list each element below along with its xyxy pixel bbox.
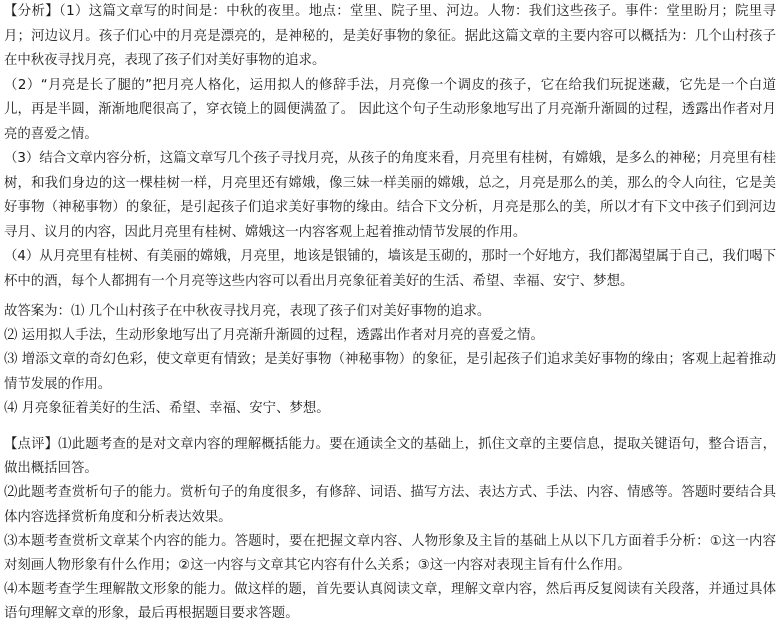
- answer-3: ⑶ 增添文章的奇幻色彩，使文章更有情致；是美好事物（神秘事物）的象征，是引起孩子们追求美好事物的缘由；客观上起着推动情节发展的作用。: [4, 352, 776, 392]
- analysis-section: [4, 0, 776, 294]
- answer-section: [4, 300, 776, 421]
- review-2: ⑵此题考查赏析句子的能力。赏析句子的角度很多，有修辞、词语、描写方法、表达方式、手法、内容、情感等。答题时要结合具体内容选择赏析角度和分析表达效果。: [4, 485, 776, 525]
- analysis-part-3: （3）结合文章内容分析，这篇文章写几个孩子寻找月亮，从孩子的角度来看，月亮里有桂树，有嫦娥，是多么的神秘；月亮里有桂树，和我们身边的这一棵桂树一样，月亮里还有嫦娥，像三妹一样美丽的嫦娥，总之，月亮是那么的美，那么的令人向往，它是美好事物（神秘事物）的象征，是引起孩子们追求美好事物的缘由。结合下文分析，月亮是那么的美，所以才有下文中孩子们到河边寻月、议月的内容，因此月亮里有桂树、嫦娥这一内容客观上起着推动情节发展的作用。: [4, 151, 776, 240]
- review-3: ⑶本题考查赏析文章某个内容的能力。答题时，要在把握文章内容、人物形象及主旨的基础上从以下几方面着手分析：①这一内容对刻画人物形象有什么作用；②这一内容与文章其它内容有什么关系；③这一内容对表现主旨有什么作用。: [4, 533, 776, 574]
- analysis-part-2: （2）“月亮是长了腿的”把月亮人格化，运用拟人的修辞手法，月亮像一个调皮的孩子，它在给我们玩捉迷藏，它先是一个白道儿，再是半圆，渐渐地爬很高了，穿衣镜上的圆便满盈了。 因此这个句子生动形象地写出了月亮渐升渐圆的过程，透露出作者对月亮的喜爱之情。: [4, 77, 776, 142]
- answer-1: 故答案为：⑴ 几个山村孩子在中秋夜寻找月亮，表现了孩子们对美好事物的追求。: [4, 304, 491, 319]
- answer-2: ⑵ 运用拟人手法，生动形象地写出了月亮渐升渐圆的过程，透露出作者对月亮的喜爱之情。: [4, 328, 544, 344]
- analysis-part-4: （4）从月亮里有桂树、有美丽的嫦娥，月亮里，地该是银铺的，墙该是玉砌的，那时一个好地方，我们都渴望属于自己，我们喝下杯中的酒，每个人都拥有一个月亮等这些内容可以看出月亮象征着美好的生活、希望、幸福、安宁、梦想。: [4, 249, 776, 289]
- answer-4: ⑷ 月亮象征着美好的生活、希望、幸福、安宁、梦想。: [4, 400, 330, 416]
- review-1: 【点评】⑴此题考查的是对文章内容的理解概括能力。要在通读全文的基础上，抓住文章的主要信息，提取关键语句，整合语言，做出概括回答。: [4, 437, 776, 477]
- analysis-part-1: 【分析】（1）这篇文章写的时间是：中秋的夜里。地点：堂里、院子里、河边。人物：我们这些孩子。事件：堂里盼月；院里寻月；河边议月。孩子们心中的月亮是漂亮的，是神秘的，是美好事物的象征。据此这篇文章的主要内容可以概括为：几个山村孩子在中秋夜寻找月亮，表现了孩子们对美好事物的追求。: [4, 4, 776, 68]
- review-section: [4, 433, 776, 627]
- review-4: ⑷本题考查学生理解散文形象的能力。做这样的题，首先要认真阅读文章，理解文章内容，然后再反复阅读有关段落，并通过具体语句理解文章的形象，最后再根据题目要求答题。: [4, 582, 776, 622]
